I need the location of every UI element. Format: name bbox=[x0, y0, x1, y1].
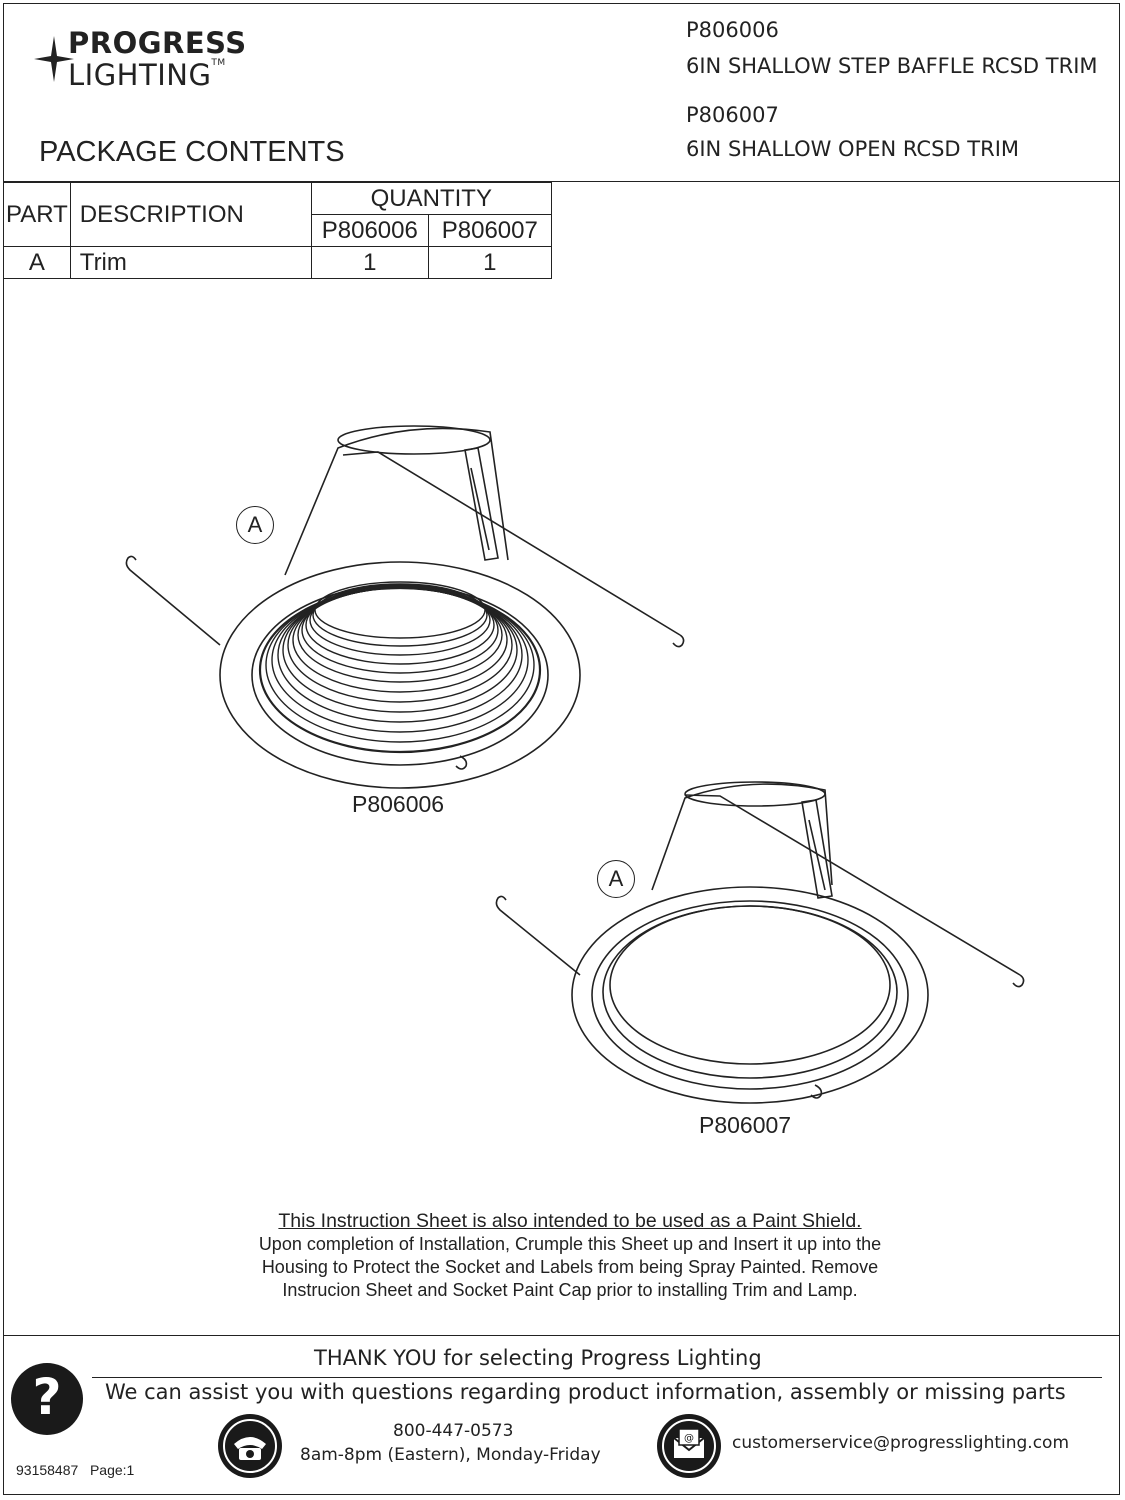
header-model-p806007: P806007 bbox=[428, 215, 551, 247]
footer-divider bbox=[3, 1335, 1120, 1336]
cell-description: Trim bbox=[70, 247, 311, 279]
progress-lighting-logo bbox=[34, 26, 294, 96]
callout-a-p806007: A bbox=[597, 860, 635, 898]
table-row bbox=[4, 247, 552, 279]
cell-qty: 1 bbox=[311, 247, 428, 279]
paint-shield-title: This Instruction Sheet is also intended to be used as a Paint Shield. bbox=[278, 1210, 862, 1232]
header-quantity: QUANTITY bbox=[311, 183, 551, 215]
cell-qty: 1 bbox=[428, 247, 551, 279]
model-name: 6IN SHALLOW OPEN RCSD TRIM bbox=[686, 137, 1020, 161]
thank-you-text: THANK YOU for selecting Progress Lighting bbox=[314, 1346, 762, 1370]
figure-label-p806007: P806007 bbox=[699, 1112, 792, 1138]
telephone-icon bbox=[218, 1414, 282, 1478]
support-hours: 8am-8pm (Eastern), Monday-Friday bbox=[300, 1445, 601, 1465]
paint-shield-line: Housing to Protect the Socket and Labels from being Spray Painted. Remove bbox=[261, 1257, 879, 1277]
logo-text-progress: PROGRESS bbox=[68, 26, 247, 60]
phone-number: 800-447-0573 bbox=[393, 1421, 514, 1441]
figure-label-p806006: P806006 bbox=[352, 791, 445, 817]
email-address: customerservice@progresslighting.com bbox=[732, 1433, 1070, 1453]
model-number: P806007 bbox=[686, 103, 779, 127]
header-part: PART bbox=[4, 183, 71, 247]
paint-shield-line: Upon completion of Installation, Crumple this Sheet up and Insert it up into the bbox=[258, 1234, 882, 1254]
open-trim-illustration bbox=[480, 780, 1040, 1120]
logo-text-lighting: LIGHTING™ bbox=[68, 58, 226, 92]
email-envelope-icon bbox=[657, 1414, 721, 1478]
svg-text:@: @ bbox=[684, 1433, 694, 1444]
model-name: 6IN SHALLOW STEP BAFFLE RCSD TRIM bbox=[686, 54, 1098, 78]
header-model-p806006: P806006 bbox=[311, 215, 428, 247]
model-number: P806006 bbox=[686, 18, 779, 42]
parts-table bbox=[3, 182, 552, 279]
footer-rule bbox=[92, 1377, 1102, 1378]
document-number: 93158487 Page:1 bbox=[16, 1462, 135, 1478]
cell-part: A bbox=[4, 247, 71, 279]
package-contents-title: PACKAGE CONTENTS bbox=[39, 136, 345, 168]
header-description: DESCRIPTION bbox=[70, 183, 311, 247]
paint-shield-note bbox=[200, 1210, 940, 1302]
assist-text: We can assist you with questions regarding product information, assembly or missing parts bbox=[105, 1380, 1066, 1404]
callout-a-p806006: A bbox=[236, 506, 274, 544]
paint-shield-line: Instrucion Sheet and Socket Paint Cap prior to installing Trim and Lamp. bbox=[282, 1280, 858, 1300]
question-icon: ? bbox=[11, 1363, 83, 1435]
step-baffle-trim-illustration bbox=[110, 420, 710, 790]
